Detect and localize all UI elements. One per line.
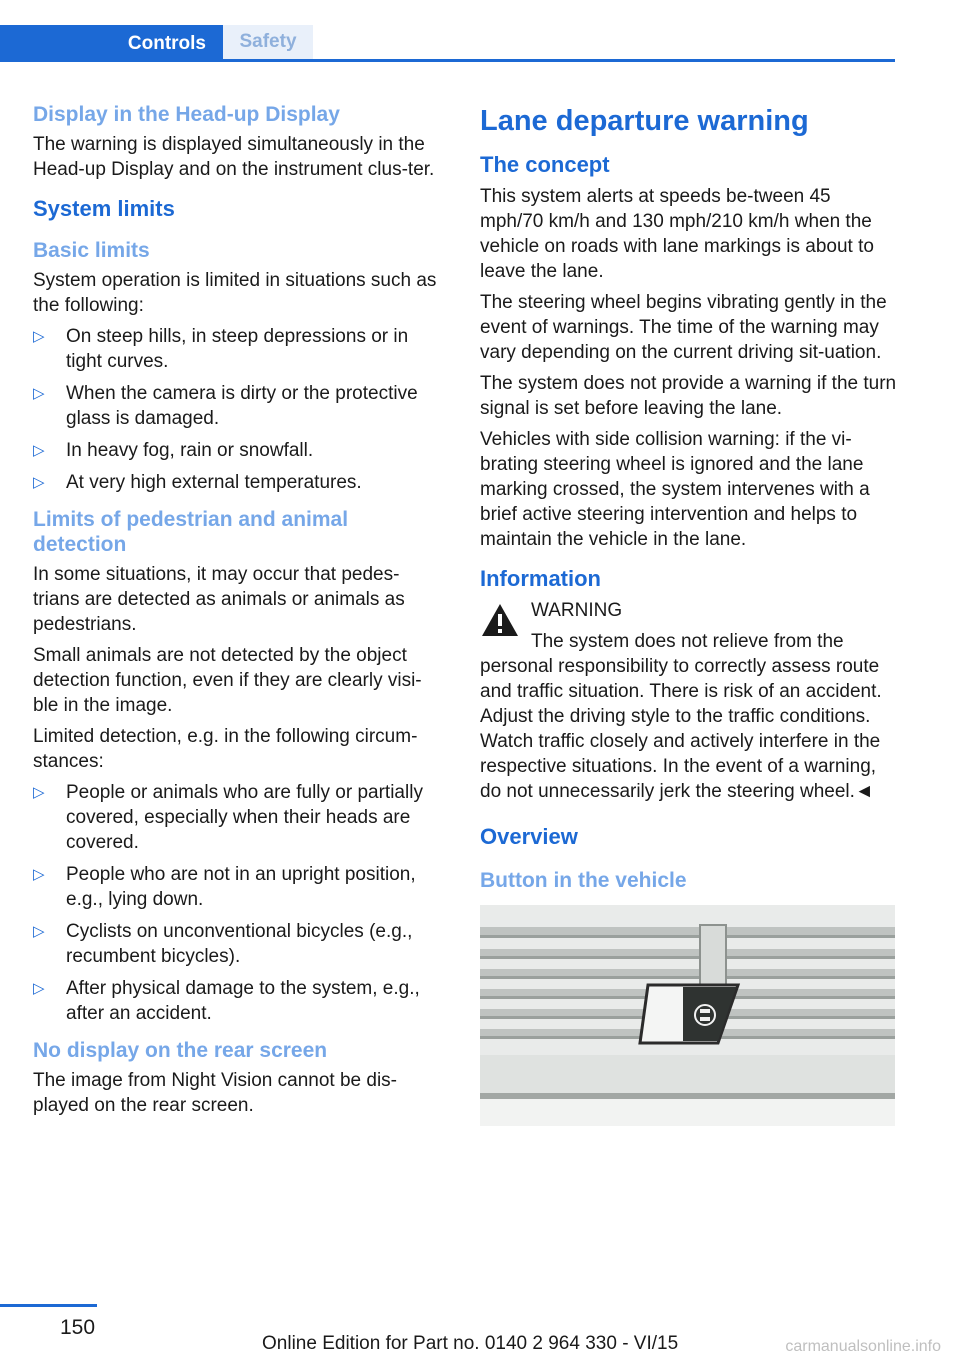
header-rule — [0, 59, 895, 62]
list-item: ▷ On steep hills, in steep depressions or in tight curves. — [33, 326, 409, 372]
paragraph-detection-2: Small animals are not detected by the object detection function, even if they are clearly visi-ble in the image. — [33, 645, 422, 716]
heading-no-display: No display on the rear screen — [33, 1039, 328, 1062]
heading-information: Information — [480, 566, 601, 591]
warning-triangle-icon — [480, 602, 520, 638]
paragraph-concept-1: This system alerts at speeds be-tween 45 mph/70 km/h and 130 mph/210 km/h when the vehicle on roads with lane markings is about to leave the lane. — [480, 186, 874, 282]
triangle-right-icon: ▷ — [33, 866, 45, 883]
list-item: ▷ At very high external temperatures. — [33, 472, 362, 493]
paragraph-display-hud: The warning is displayed simultaneously in the Head-up Display and on the instrument clus-ter. — [33, 134, 435, 180]
page-number: 150 — [60, 1316, 96, 1339]
edition-text: Online Edition for Part no. 0140 2 964 330 - VI/15 — [262, 1333, 679, 1354]
paragraph-concept-2: The steering wheel begins vibrating gently in the event of warnings. The time of the warning may vary depending on the current driving sit-uation. — [480, 292, 887, 363]
heading-button-vehicle: Button in the vehicle — [480, 869, 687, 892]
vehicle-button-image — [480, 905, 895, 1126]
heading-system-limits: System limits — [33, 196, 175, 221]
heading-display-hud: Display in the Head-up Display — [33, 103, 340, 126]
warning-block — [480, 598, 898, 804]
triangle-right-icon: ▷ — [33, 385, 45, 402]
warning-text: The system does not relieve from the personal responsibility to correctly assess route and traffic situation. There is risk of an accident. Adjust the driving style to the traffic conditions. Watch traffic closely and actively interfere in the respective situations. In the event of a warning, do not unnecessarily jerk the steering wheel.◄ — [480, 631, 882, 802]
heading-basic-limits: Basic limits — [33, 239, 150, 262]
tab-controls[interactable]: Controls — [0, 25, 223, 62]
paragraph-detection-1: In some situations, it may occur that pedes-trians are detected as animals or animals as pedestrians. — [33, 564, 405, 635]
triangle-right-icon: ▷ — [33, 784, 45, 801]
paragraph-concept-4: Vehicles with side collision warning: if the vi-brating steering wheel is ignored and the lane marking crossed, the system intervenes with a brief active steering intervention and helps to maintain the vehicle in the lane. — [480, 429, 870, 550]
right-column — [480, 100, 898, 1126]
heading-lane-departure: Lane departure warning — [480, 105, 809, 137]
paragraph-concept-3: The system does not provide a warning if the turn signal is set before leaving the lane. — [480, 373, 897, 419]
left-column — [33, 100, 445, 1124]
paragraph-detection-3: Limited detection, e.g. in the following circum-stances: — [33, 726, 418, 772]
heading-limits-detection: Limits of pedestrian and animal detection — [33, 508, 349, 556]
basic-limits-list — [33, 324, 445, 495]
triangle-right-icon: ▷ — [33, 923, 45, 940]
triangle-right-icon: ▷ — [33, 980, 45, 997]
watermark: carmanualsonline.info — [785, 1338, 941, 1355]
list-item: ▷ After physical damage to the system, e.g., after an accident. — [33, 978, 420, 1024]
triangle-right-icon: ▷ — [33, 474, 45, 491]
heading-overview: Overview — [480, 824, 578, 849]
list-item: ▷ People or animals who are fully or partially covered, especially when their heads are covered. — [33, 782, 423, 853]
tab-safety[interactable]: Safety — [223, 25, 313, 59]
list-item: ▷ Cyclists on unconventional bicycles (e.g., recumbent bicycles). — [33, 921, 413, 967]
header-tabs — [0, 25, 895, 62]
detection-limits-list — [33, 780, 445, 1026]
triangle-right-icon: ▷ — [33, 442, 45, 459]
footer-rule — [0, 1304, 97, 1307]
list-item: ▷ In heavy fog, rain or snowfall. — [33, 440, 314, 461]
paragraph-no-display: The image from Night Vision cannot be dis-played on the rear screen. — [33, 1070, 397, 1116]
list-item: ▷ When the camera is dirty or the protective glass is damaged. — [33, 383, 418, 429]
heading-concept: The concept — [480, 152, 610, 177]
list-item: ▷ People who are not in an upright position, e.g., lying down. — [33, 864, 416, 910]
warning-label: WARNING — [531, 600, 623, 621]
paragraph-basic-limits: System operation is limited in situations such as the following: — [33, 270, 437, 316]
triangle-right-icon: ▷ — [33, 328, 45, 345]
